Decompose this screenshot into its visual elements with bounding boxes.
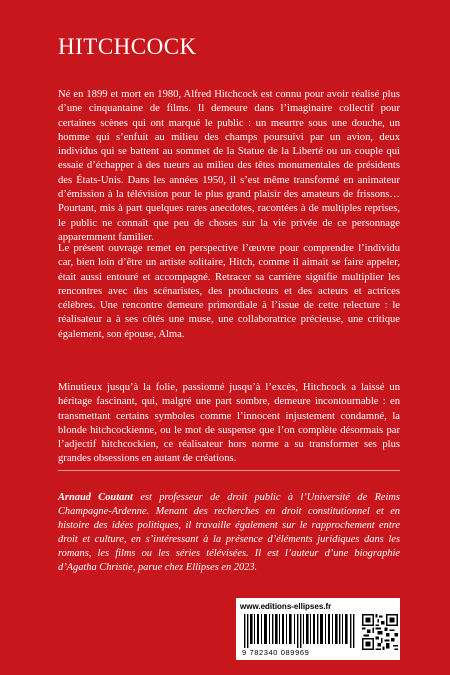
barcode-icon [244, 614, 356, 648]
author-bio-text: est professeur de droit public à l’Université de Reims Champagne-Ardenne. Menant des recherches en droit constitutionnel et en histoire des idées politiques, il travaille également sur le rapprochement entre droit et culture, en s’intéressant à la présence d’éléments juridiques dans les romans, les films ou les séries télévisées. Il est l’auteur d’une biographie d’Agatha Christie, parue chez Ellipses en 2023. [58, 492, 400, 574]
summary-paragraph-3: Minutieux jusqu’à la folie, passionné jusqu’à l’excès, Hitchcock a laissé un héritage fascinant, qui, malgré une part sombre, demeure incontournable : en transmettant certains symboles comme l’innocent injustement condamné, la blonde hitchcockienne, ou le mot de suspense que l’on complète désormais par l’adjectif hitchcockien, ce réalisateur hors norme a su transformer ses plus grandes obsessions en autant de créations. [58, 382, 400, 465]
section-divider [58, 470, 400, 471]
summary-paragraph-2: Le présent ouvrage remet en perspective l’œuvre pour comprendre l’individu car, bien loin d’être un artiste solitaire, Hitch, comme il aimait se faire appeler, était aussi entouré et accompagné. Retracer sa carrière signifie multiplier les rencontres avec des scénaristes, des producteurs et des acteurs et actrices célèbres. Une rencontre demeure primordiale à l’issue de cette relecture : le réalisateur a à ses côtés une muse, une collaboratrice précieuse, une critique également, son épouse, Alma. [58, 243, 400, 340]
author-name: Arnaud Coutant [58, 492, 133, 503]
publisher-website: www.editions-ellipses.fr [240, 602, 332, 611]
qr-code-icon [362, 614, 398, 650]
isbn-number: 9 782340 089969 [242, 648, 310, 657]
book-title: HITCHCOCK [58, 34, 197, 59]
author-bio [58, 491, 400, 576]
summary-paragraph-1: Né en 1899 et mort en 1980, Alfred Hitchcock est connu pour avoir réalisé plus d’une cinquantaine de films. Il demeure dans l’imaginaire collectif pour certaines scènes qui ont marqué le public : un meurtre sous une douche, un homme qui s’enfuit au milieu des champs poursuivi par un avion, deux individus qui se battent au sommet de la Statue de la Liberté ou un couple qui essaie d’échapper à des tueurs au milieu des têtes monumentales de présidents des États-Unis. Dans les années 1950, il s’est même transformé en animateur d’émission à la télévision pour le plus grand plaisir des amateurs de frissons… Pourtant, mis à part quelques rares anecdotes, racontées à de multiples reprises, le public ne connaît que peu de choses sur la vie privée de ce personnage apparemment familier. [58, 89, 400, 243]
barcode-panel [236, 598, 400, 660]
